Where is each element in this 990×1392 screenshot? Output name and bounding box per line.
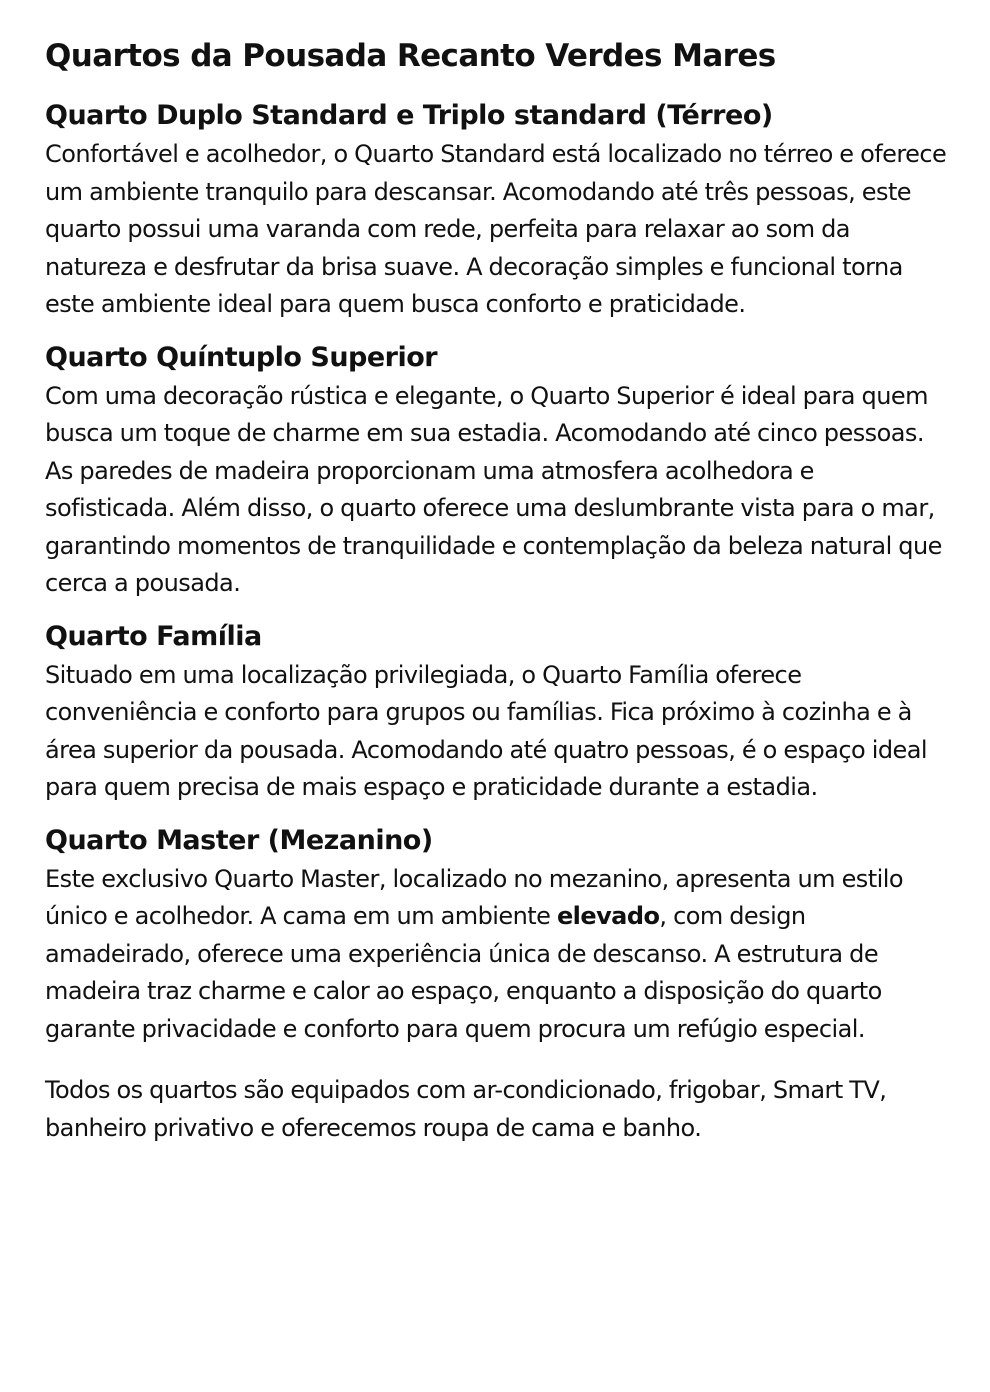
room-description-familia: Situado em uma localização privilegiada, o Quarto Família oferece conveniência e conforto para grupos ou famílias. Fica próximo à cozinha e à área superior da pousada. Acomodando até quatro pessoas, é o espaço ideal para quem precisa de mais espaço e praticidade durante a estadia. <box>45 660 928 801</box>
amenities-note: Todos os quartos são equipados com ar-condicionado, frigobar, Smart TV, banheiro privativo e oferecemos roupa de cama e banho. <box>45 1076 887 1142</box>
room-description-master-part-1: Este exclusivo Quarto Master, localizado no mezanino, apresenta um estilo único e acolhedor. A cama em um ambiente <box>45 864 903 930</box>
room-title-master: Quarto Master (Mezanino) <box>45 824 433 856</box>
room-title-familia: Quarto Família <box>45 620 262 652</box>
room-description-standard: Confortável e acolhedor, o Quarto Standard está localizado no térreo e oferece um ambiente tranquilo para descansar. Acomodando até três pessoas, este quarto possui uma varanda com rede, perfeita para relaxar ao som da natureza e desfrutar da brisa suave. A decoração simples e funcional torna este ambiente ideal para quem busca conforto e praticidade. <box>45 140 947 318</box>
room-description-master-part-2: , com design amadeirado, oferece uma experiência única de descanso. A estrutura de madeira traz charme e calor ao espaço, enquanto a disposição do quarto garante privacidade e conforto para quem procura um refúgio especial. <box>45 902 882 1043</box>
room-section-standard <box>45 96 950 324</box>
room-description-superior: Com uma decoração rústica e elegante, o Quarto Superior é ideal para quem busca um toque de charme em sua estadia. Acomodando até cinco pessoas. As paredes de madeira proporcionam uma atmosfera acolhedora e sofisticada. Além disso, o quarto oferece uma deslumbrante vista para o mar, garantindo momentos de tranquilidade e contemplação da beleza natural que cerca a pousada. <box>45 381 942 597</box>
room-section-superior <box>45 338 950 603</box>
room-section-master <box>45 821 950 1049</box>
room-title-standard: Quarto Duplo Standard e Triplo standard (Térreo) <box>45 100 773 131</box>
room-title-superior: Quarto Quíntuplo Superior <box>45 341 438 373</box>
page-title: Quartos da Pousada Recanto Verdes Mares <box>45 38 776 74</box>
room-section-familia <box>45 617 950 807</box>
room-description-master <box>45 861 950 1049</box>
room-description-master-bold: elevado <box>556 902 660 930</box>
